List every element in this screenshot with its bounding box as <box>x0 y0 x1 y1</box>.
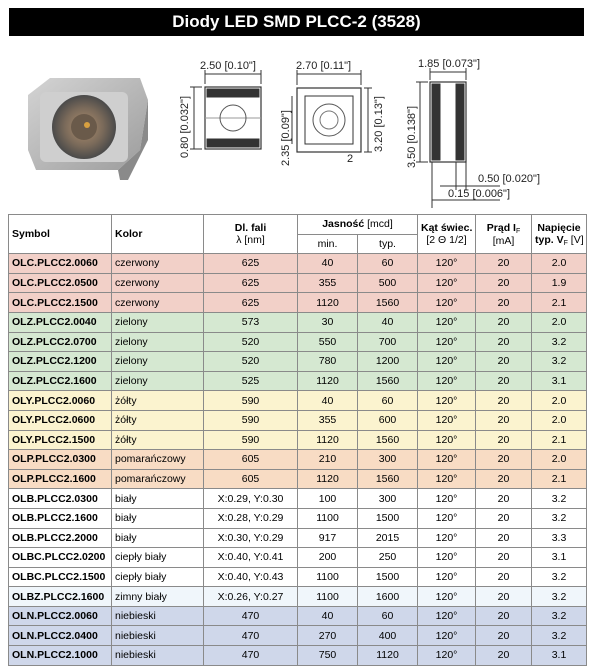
cell-voltage: 2.0 <box>532 450 587 470</box>
dim-height-side-label: 0.80 [0.032"] <box>179 95 191 158</box>
cell-symbol: OLB.PLCC2.1600 <box>9 508 112 528</box>
cell-symbol: OLY.PLCC2.0600 <box>9 410 112 430</box>
dim-pad-label: 2.35 [0.09"] <box>280 110 292 166</box>
cell-angle: 120° <box>418 450 476 470</box>
cell-color: biały <box>112 508 204 528</box>
table-row <box>9 528 587 548</box>
cell-color: żółty <box>112 430 204 450</box>
header-current-line2: [mA] <box>492 234 515 247</box>
cell-intensity-min: 210 <box>298 450 358 470</box>
cell-color: zimny biały <box>112 587 204 607</box>
end-view-drawing <box>416 68 500 208</box>
cell-intensity-min: 40 <box>298 254 358 274</box>
top-view-drawing <box>292 70 372 152</box>
cell-wavelength: 470 <box>204 646 298 666</box>
table-row <box>9 391 587 411</box>
cell-wavelength: 605 <box>204 450 298 470</box>
cell-intensity-typ: 300 <box>358 450 418 470</box>
cell-color: biały <box>112 528 204 548</box>
cell-intensity-min: 1120 <box>298 469 358 489</box>
table-body <box>9 254 587 665</box>
cell-intensity-typ: 500 <box>358 273 418 293</box>
cell-current: 20 <box>476 606 532 626</box>
cell-current: 20 <box>476 332 532 352</box>
cell-symbol: OLP.PLCC2.0300 <box>9 450 112 470</box>
cell-intensity-min: 1100 <box>298 587 358 607</box>
cell-current: 20 <box>476 626 532 646</box>
header-intensity-min: min. <box>298 234 358 254</box>
cell-wavelength: X:0.26, Y:0.27 <box>204 587 298 607</box>
cell-angle: 120° <box>418 273 476 293</box>
cell-angle: 120° <box>418 352 476 372</box>
cell-intensity-min: 100 <box>298 489 358 509</box>
header-intensity <box>298 215 418 235</box>
table-row <box>9 626 587 646</box>
table-row <box>9 508 587 528</box>
table-row <box>9 273 587 293</box>
header-intensity-unit: [mcd] <box>367 218 393 231</box>
cell-symbol: OLC.PLCC2.1500 <box>9 293 112 313</box>
cell-current: 20 <box>476 567 532 587</box>
header-wavelength-line1: Dl. fali <box>234 222 267 235</box>
cell-symbol: OLZ.PLCC2.1200 <box>9 352 112 372</box>
cell-current: 20 <box>476 410 532 430</box>
header-current-line1: Prąd I <box>486 221 516 234</box>
cell-intensity-typ: 700 <box>358 332 418 352</box>
cell-voltage: 3.2 <box>532 508 587 528</box>
header-voltage-line1: Napięcie <box>537 221 581 234</box>
dim-width-top-label: 2.70 [0.11"] <box>296 60 352 72</box>
cell-angle: 120° <box>418 293 476 313</box>
header-voltage-line2: typ. V <box>535 233 564 246</box>
cell-voltage: 3.2 <box>532 587 587 607</box>
cell-symbol: OLN.PLCC2.0060 <box>9 606 112 626</box>
cell-voltage: 3.2 <box>532 489 587 509</box>
cell-current: 20 <box>476 646 532 666</box>
cell-color: czerwony <box>112 293 204 313</box>
cell-current: 20 <box>476 450 532 470</box>
dim-offset-label: 0.15 [0.006"] <box>448 188 511 200</box>
cell-intensity-typ: 1200 <box>358 352 418 372</box>
table-row <box>9 371 587 391</box>
cell-color: żółty <box>112 391 204 411</box>
cell-intensity-typ: 60 <box>358 254 418 274</box>
dim-total-h-label: 3.50 [0.138"] <box>406 105 418 168</box>
header-intensity-typ: typ. <box>358 234 418 254</box>
cell-intensity-typ: 1600 <box>358 587 418 607</box>
table-row <box>9 430 587 450</box>
cell-voltage: 3.2 <box>532 606 587 626</box>
cell-intensity-min: 200 <box>298 548 358 568</box>
cell-symbol: OLZ.PLCC2.1600 <box>9 371 112 391</box>
cell-intensity-typ: 1500 <box>358 508 418 528</box>
cell-current: 20 <box>476 469 532 489</box>
cell-intensity-typ: 1560 <box>358 469 418 489</box>
cell-voltage: 3.2 <box>532 626 587 646</box>
table-row <box>9 332 587 352</box>
cell-angle: 120° <box>418 254 476 274</box>
cell-symbol: OLB.PLCC2.2000 <box>9 528 112 548</box>
cell-symbol: OLY.PLCC2.0060 <box>9 391 112 411</box>
cell-wavelength: X:0.40, Y:0.41 <box>204 548 298 568</box>
cell-angle: 120° <box>418 391 476 411</box>
cell-wavelength: 590 <box>204 430 298 450</box>
header-voltage-sub: F <box>563 239 568 247</box>
cell-wavelength: 605 <box>204 469 298 489</box>
cell-wavelength: 525 <box>204 371 298 391</box>
dim-lead-label: 0.50 [0.020"] <box>478 173 541 185</box>
cell-wavelength: 590 <box>204 391 298 411</box>
cell-angle: 120° <box>418 587 476 607</box>
cell-angle: 120° <box>418 606 476 626</box>
cell-voltage: 2.0 <box>532 391 587 411</box>
led-photo <box>28 78 148 180</box>
cell-symbol: OLP.PLCC2.1600 <box>9 469 112 489</box>
cell-wavelength: 625 <box>204 293 298 313</box>
cell-angle: 120° <box>418 489 476 509</box>
cell-color: niebieski <box>112 626 204 646</box>
cell-current: 20 <box>476 587 532 607</box>
cell-intensity-min: 1100 <box>298 508 358 528</box>
cell-symbol: OLZ.PLCC2.0700 <box>9 332 112 352</box>
cell-intensity-typ: 1120 <box>358 646 418 666</box>
cell-voltage: 1.9 <box>532 273 587 293</box>
cell-current: 20 <box>476 391 532 411</box>
cell-angle: 120° <box>418 469 476 489</box>
cell-color: zielony <box>112 371 204 391</box>
cell-intensity-min: 550 <box>298 332 358 352</box>
table-row <box>9 254 587 274</box>
cell-symbol: OLN.PLCC2.1000 <box>9 646 112 666</box>
table-row <box>9 606 587 626</box>
dim-width-small-label: 2.50 [0.10"] <box>200 60 256 72</box>
cell-intensity-typ: 1560 <box>358 371 418 391</box>
table-row <box>9 548 587 568</box>
table-row <box>9 469 587 489</box>
cell-voltage: 3.2 <box>532 352 587 372</box>
cell-angle: 120° <box>418 508 476 528</box>
cell-wavelength: 625 <box>204 254 298 274</box>
cell-voltage: 2.1 <box>532 469 587 489</box>
header-angle <box>418 215 476 254</box>
cell-intensity-min: 780 <box>298 352 358 372</box>
cell-color: zielony <box>112 332 204 352</box>
cell-voltage: 2.1 <box>532 430 587 450</box>
header-intensity-label: Jasność <box>322 218 365 231</box>
cell-angle: 120° <box>418 528 476 548</box>
cell-angle: 120° <box>418 646 476 666</box>
cell-symbol: OLBC.PLCC2.0200 <box>9 548 112 568</box>
table-row <box>9 410 587 430</box>
cell-wavelength: X:0.28, Y:0.29 <box>204 508 298 528</box>
cell-intensity-min: 917 <box>298 528 358 548</box>
header-symbol: Symbol <box>9 215 112 254</box>
cell-current: 20 <box>476 273 532 293</box>
table-row <box>9 312 587 332</box>
cell-color: czerwony <box>112 273 204 293</box>
cell-current: 20 <box>476 254 532 274</box>
table-row <box>9 587 587 607</box>
cell-voltage: 2.0 <box>532 312 587 332</box>
cell-symbol: OLC.PLCC2.0500 <box>9 273 112 293</box>
cell-color: niebieski <box>112 646 204 666</box>
cell-current: 20 <box>476 352 532 372</box>
header-color: Kolor <box>112 215 204 254</box>
table-row <box>9 567 587 587</box>
cell-symbol: OLBC.PLCC2.1500 <box>9 567 112 587</box>
cell-voltage: 3.1 <box>532 371 587 391</box>
cell-current: 20 <box>476 528 532 548</box>
dim-total-w-label: 1.85 [0.073"] <box>418 58 481 70</box>
cell-symbol: OLZ.PLCC2.0040 <box>9 312 112 332</box>
cell-intensity-min: 355 <box>298 273 358 293</box>
cell-color: niebieski <box>112 606 204 626</box>
cell-angle: 120° <box>418 312 476 332</box>
cell-color: ciepły biały <box>112 548 204 568</box>
cell-voltage: 2.0 <box>532 254 587 274</box>
cell-color: pomarańczowy <box>112 469 204 489</box>
table-row <box>9 489 587 509</box>
cell-voltage: 3.1 <box>532 548 587 568</box>
header-angle-line1: Kąt świec. <box>421 222 473 235</box>
cell-color: zielony <box>112 352 204 372</box>
cell-wavelength: 520 <box>204 352 298 372</box>
table-row <box>9 450 587 470</box>
cell-color: zielony <box>112 312 204 332</box>
cell-current: 20 <box>476 371 532 391</box>
cell-intensity-min: 750 <box>298 646 358 666</box>
cell-wavelength: 625 <box>204 273 298 293</box>
cell-wavelength: X:0.29, Y:0.30 <box>204 489 298 509</box>
cell-intensity-typ: 300 <box>358 489 418 509</box>
cell-wavelength: 520 <box>204 332 298 352</box>
cell-angle: 120° <box>418 332 476 352</box>
header-voltage <box>532 215 587 254</box>
cell-current: 20 <box>476 293 532 313</box>
cell-voltage: 3.2 <box>532 567 587 587</box>
led-spec-table <box>8 214 587 666</box>
cell-symbol: OLB.PLCC2.0300 <box>9 489 112 509</box>
table-row <box>9 352 587 372</box>
cell-intensity-min: 355 <box>298 410 358 430</box>
cell-voltage: 3.3 <box>532 528 587 548</box>
cell-wavelength: 470 <box>204 626 298 646</box>
table-row <box>9 293 587 313</box>
cell-angle: 120° <box>418 626 476 646</box>
cell-voltage: 3.1 <box>532 646 587 666</box>
cell-current: 20 <box>476 489 532 509</box>
table-header-row <box>9 215 587 235</box>
header-voltage-unit: [V] <box>567 233 584 246</box>
cell-wavelength: X:0.30, Y:0.29 <box>204 528 298 548</box>
cell-current: 20 <box>476 548 532 568</box>
cell-intensity-min: 1120 <box>298 293 358 313</box>
cell-intensity-typ: 1560 <box>358 430 418 450</box>
cell-intensity-min: 30 <box>298 312 358 332</box>
cell-intensity-typ: 400 <box>358 626 418 646</box>
cell-wavelength: 470 <box>204 606 298 626</box>
cell-wavelength: 590 <box>204 410 298 430</box>
cell-wavelength: X:0.40, Y:0.43 <box>204 567 298 587</box>
cell-color: czerwony <box>112 254 204 274</box>
cell-wavelength: 573 <box>204 312 298 332</box>
cell-intensity-min: 1120 <box>298 371 358 391</box>
page-title: Diody LED SMD PLCC-2 (3528) <box>9 8 584 36</box>
cell-symbol: OLY.PLCC2.1500 <box>9 430 112 450</box>
header-angle-line2: [2 Θ 1/2] <box>426 234 467 247</box>
cell-current: 20 <box>476 508 532 528</box>
cell-intensity-typ: 250 <box>358 548 418 568</box>
cell-intensity-min: 1100 <box>298 567 358 587</box>
cell-voltage: 2.0 <box>532 410 587 430</box>
header-wavelength <box>204 215 298 254</box>
header-current-sub: F <box>515 227 521 235</box>
cell-current: 20 <box>476 312 532 332</box>
cell-symbol: OLBZ.PLCC2.1600 <box>9 587 112 607</box>
cell-angle: 120° <box>418 371 476 391</box>
cell-color: pomarańczowy <box>112 450 204 470</box>
cell-intensity-min: 40 <box>298 606 358 626</box>
cell-intensity-typ: 1560 <box>358 293 418 313</box>
cell-intensity-typ: 60 <box>358 391 418 411</box>
cell-intensity-typ: 600 <box>358 410 418 430</box>
cell-angle: 120° <box>418 548 476 568</box>
table-row <box>9 646 587 666</box>
cell-intensity-min: 40 <box>298 391 358 411</box>
cell-intensity-min: 270 <box>298 626 358 646</box>
package-drawing <box>0 40 594 210</box>
cell-intensity-typ: 40 <box>358 312 418 332</box>
cell-intensity-min: 1120 <box>298 430 358 450</box>
cell-color: biały <box>112 489 204 509</box>
cell-symbol: OLC.PLCC2.0060 <box>9 254 112 274</box>
cell-intensity-typ: 60 <box>358 606 418 626</box>
header-current <box>476 215 532 254</box>
cell-voltage: 2.1 <box>532 293 587 313</box>
cell-color: żółty <box>112 410 204 430</box>
cell-intensity-typ: 2015 <box>358 528 418 548</box>
cell-angle: 120° <box>418 430 476 450</box>
cell-color: ciepły biały <box>112 567 204 587</box>
cell-current: 20 <box>476 430 532 450</box>
cell-angle: 120° <box>418 410 476 430</box>
cell-voltage: 3.2 <box>532 332 587 352</box>
cell-angle: 120° <box>418 567 476 587</box>
pin-mark-label: 2 <box>347 153 354 165</box>
cell-symbol: OLN.PLCC2.0400 <box>9 626 112 646</box>
side-view-drawing <box>190 70 261 149</box>
header-wavelength-line2: λ [nm] <box>236 234 265 247</box>
cell-intensity-typ: 1500 <box>358 567 418 587</box>
dim-body-h-label: 3.20 [0.13"] <box>373 96 385 152</box>
